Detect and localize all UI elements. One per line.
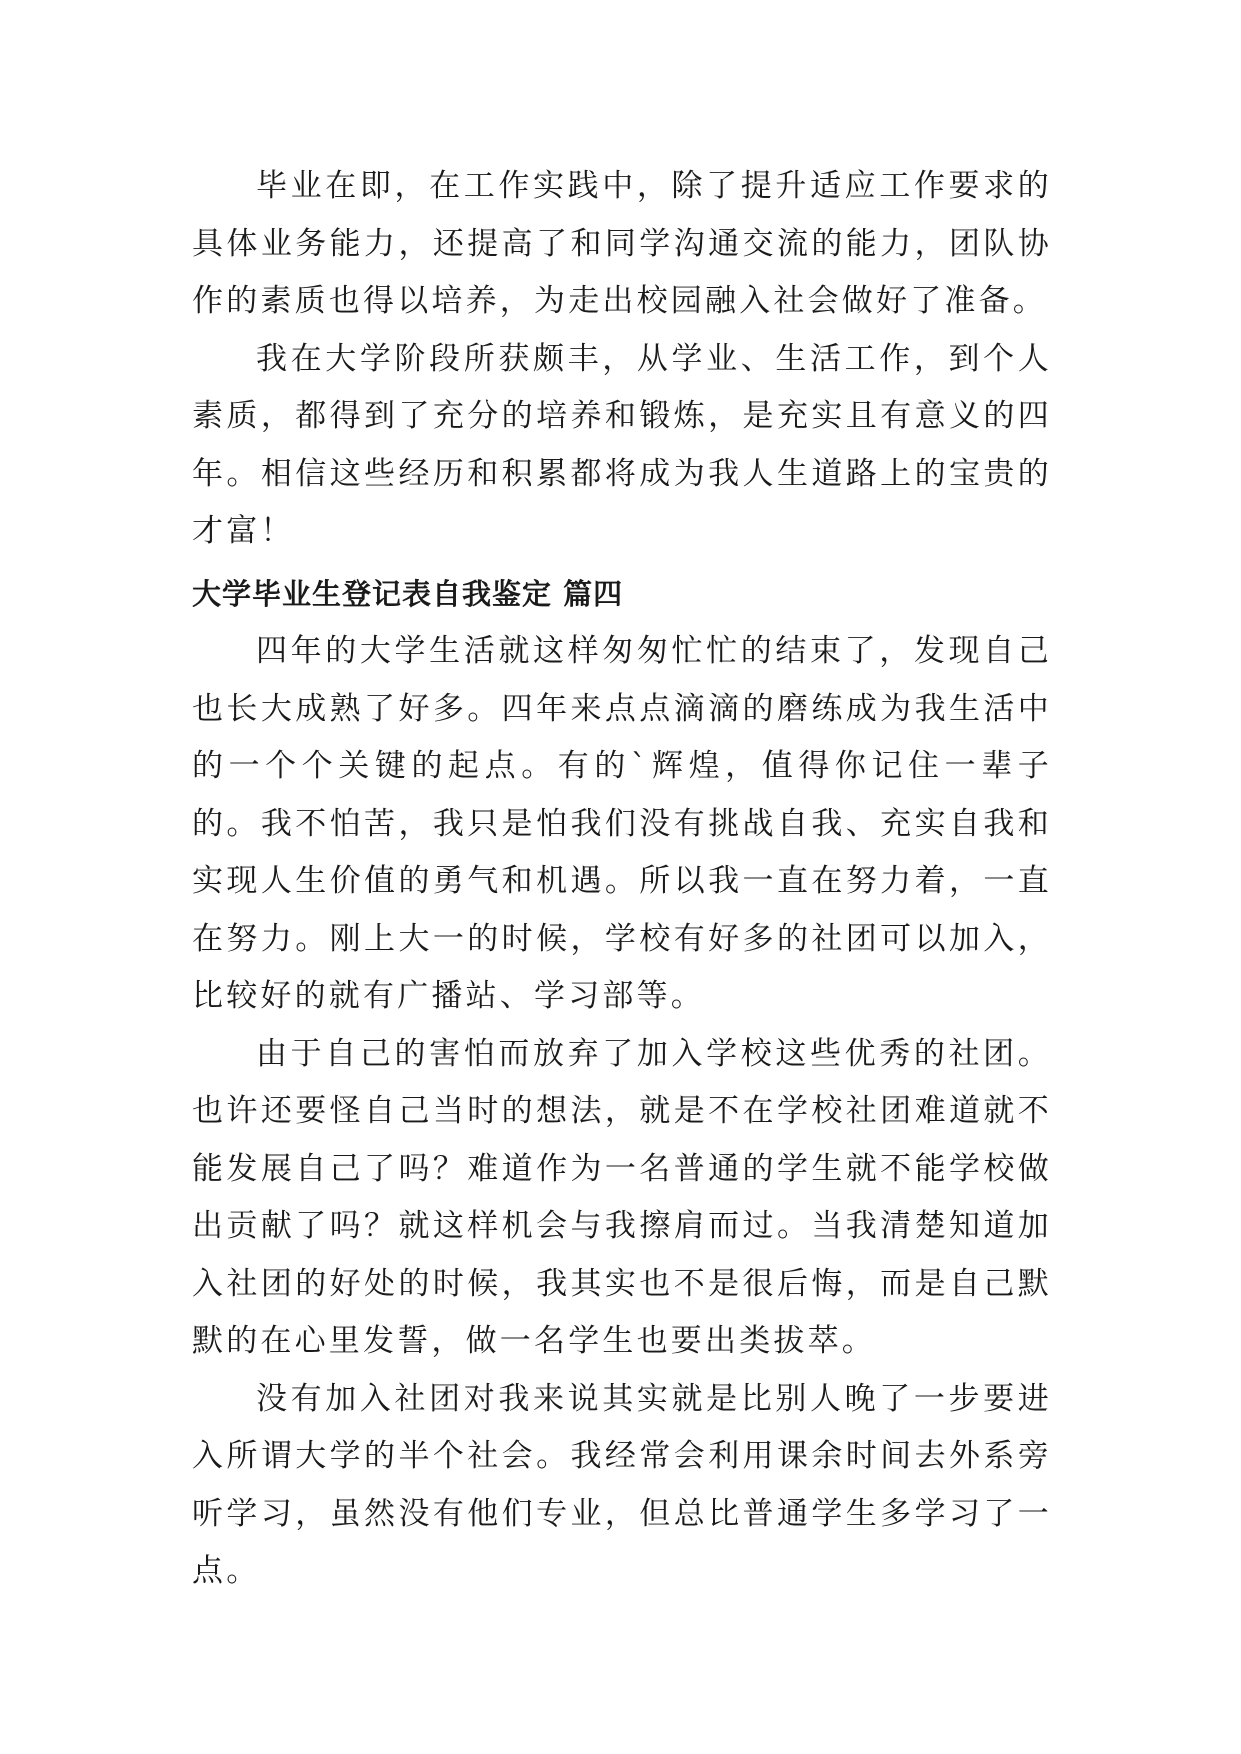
paragraph: 我在大学阶段所获颇丰，从学业、生活工作，到个人素质，都得到了充分的培养和锻炼，是充实且有意义的四年。相信这些经历和积累都将成为我人生道路上的宝贵的才富！	[192, 340, 1052, 549]
section-heading: 大学毕业生登记表自我鉴定 篇四	[192, 577, 624, 611]
section-top	[192, 158, 1052, 561]
paragraph: 四年的大学生活就这样匆匆忙忙的结束了，发现自己也长大成熟了好多。四年来点点滴滴的磨练成为我生活中的一个个关键的起点。有的`辉煌，值得你记住一辈子的。我不怕苦，我只是怕我们没有挑战自我、充实自我和实现人生价值的勇气和机遇。所以我一直在努力着，一直在努力。刚上大一的时候，学校有好多的社团可以加入，比较好的就有广播站、学习部等。	[192, 633, 1052, 1014]
paragraph: 没有加入社团对我来说其实就是比别人晚了一步要进入所谓大学的半个社会。我经常会利用课余时间去外系旁听学习，虽然没有他们专业，但总比普通学生多学习了一点。	[192, 1380, 1052, 1589]
section-four	[192, 566, 1052, 1601]
paragraph: 由于自己的害怕而放弃了加入学校这些优秀的社团。也许还要怪自己当时的想法，就是不在学校社团难道就不能发展自己了吗？难道作为一名普通的学生就不能学校做出贡献了吗？就这样机会与我擦肩而过。当我清楚知道加入社团的好处的时候，我其实也不是很后悔，而是自己默默的在心里发誓，做一名学生也要出类拔萃。	[192, 1035, 1052, 1359]
paragraph: 毕业在即，在工作实践中，除了提升适应工作要求的具体业务能力，还提高了和同学沟通交流的能力，团队协作的素质也得以培养，为走出校园融入社会做好了准备。	[192, 168, 1052, 319]
